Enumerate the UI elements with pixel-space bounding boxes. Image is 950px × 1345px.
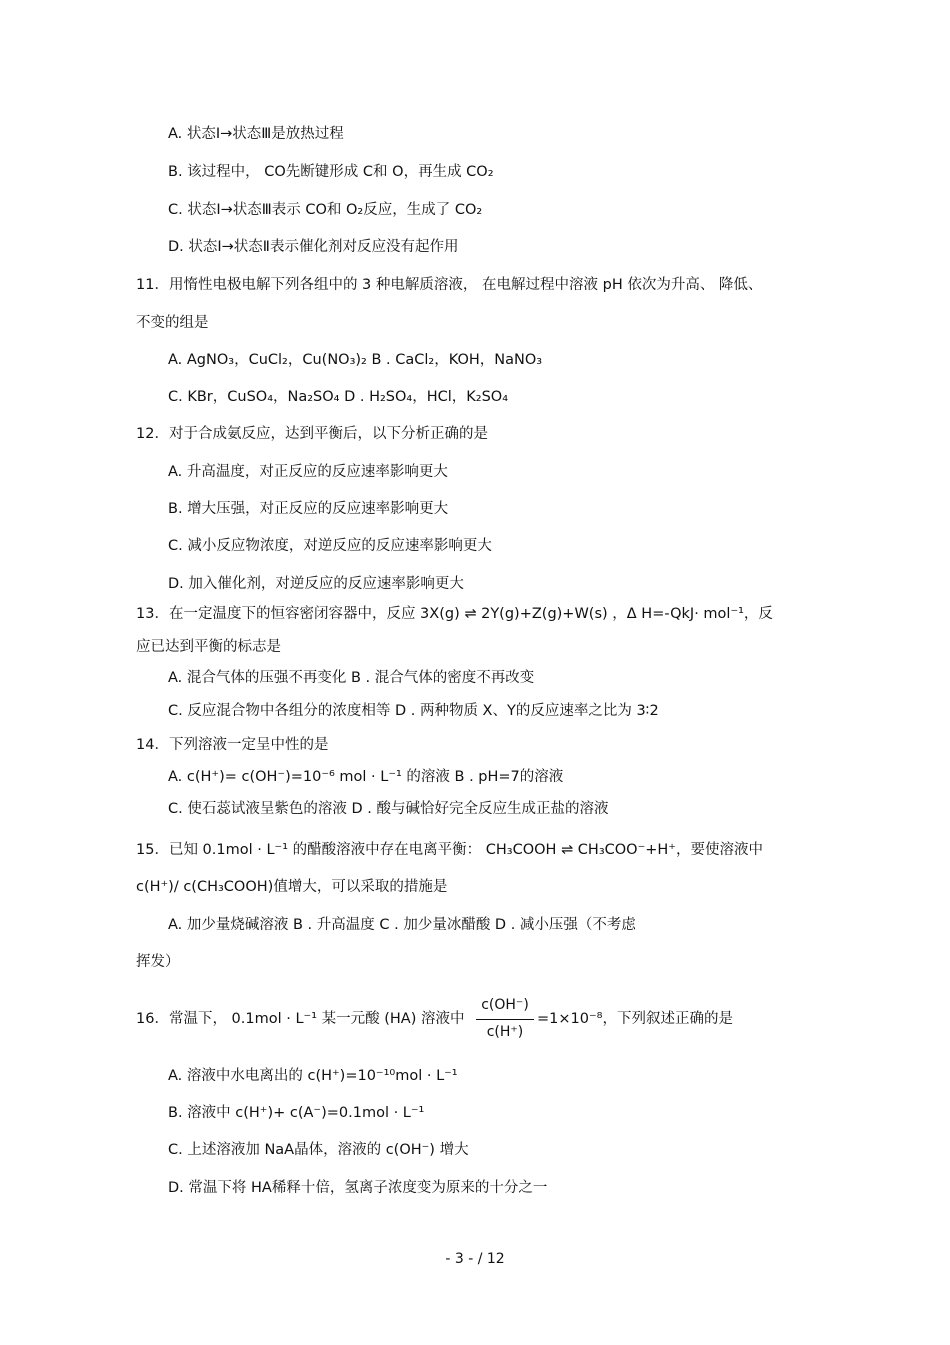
q10-option-c: C. 状态Ⅰ→状态Ⅲ表示 CO和 O₂反应，生成了 CO₂ [168,202,483,218]
q11-stem-line2: 不变的组是 [136,315,209,331]
q16-stem-right: =1×10⁻⁸，下列叙述正确的是 [537,1011,733,1027]
q16-ratio-fraction [474,995,536,1045]
q11-options-row2: C. KBr，CuSO₄，Na₂SO₄ D . H₂SO₄，HCl，K₂SO₄ [168,389,509,405]
q14-stem: 14．下列溶液一定呈中性的是 [136,737,329,753]
q16-fraction-bar [476,1019,534,1020]
page-number: - 3 - / 12 [445,1251,505,1267]
q12-option-b: B. 增大压强，对正反应的反应速率影响更大 [168,501,449,517]
q12-option-d: D. 加入催化剂，对逆反应的反应速率影响更大 [168,576,464,592]
q11-options-row1: A. AgNO₃，CuCl₂，Cu(NO₃)₂ B . CaCl₂，KOH，NaNO₃ [168,352,543,368]
q12-stem: 12．对于合成氨反应，达到平衡后，以下分析正确的是 [136,426,488,442]
q16-option-b: B. 溶液中 c(H⁺)+ c(A⁻)=0.1mol · L⁻¹ [168,1105,425,1121]
q13-stem-line1: 13．在一定温度下的恒容密闭容器中，反应 3X(g) ⇌ 2Y(g)+Z(g)+W(s) ，Δ H=-QkJ· mol⁻¹，反 [136,606,773,622]
q14-options-row1: A. c(H⁺)= c(OH⁻)=10⁻⁶ mol · L⁻¹ 的溶液 B . pH=7的溶液 [168,769,564,785]
q13-options-row1: A. 混合气体的压强不再变化 B . 混合气体的密度不再改变 [168,670,535,686]
q16-fraction-numerator: c(OH⁻) [481,997,529,1013]
q16-option-d: D. 常温下将 HA稀释十倍，氢离子浓度变为原来的十分之一 [168,1180,548,1196]
q15-options-row2: 挥发） [136,954,180,970]
q16-stem-left: 16．常温下， 0.1mol · L⁻¹ 某一元酸 (HA) 溶液中 [136,1011,465,1027]
q16-option-a: A. 溶液中水电离出的 c(H⁺)=10⁻¹⁰mol · L⁻¹ [168,1068,458,1084]
q15-stem-line1: 15．已知 0.1mol · L⁻¹ 的醋酸溶液中存在电离平衡： CH₃COOH ⇌ CH₃COO⁻+H⁺，要使溶液中 [136,842,763,858]
q15-stem-line2: c(H⁺)/ c(CH₃COOH)值增大，可以采取的措施是 [136,879,448,895]
q15-options-row1: A. 加少量烧碱溶液 B . 升高温度 C . 加少量冰醋酸 D . 减小压强（不考虑 [168,917,636,933]
q14-options-row2: C. 使石蕊试液呈紫色的溶液 D . 酸与碱恰好完全反应生成正盐的溶液 [168,801,609,817]
q12-option-a: A. 升高温度，对正反应的反应速率影响更大 [168,464,448,480]
q10-option-b: B. 该过程中， CO先断键形成 C和 O，再生成 CO₂ [168,164,494,180]
q12-option-c: C. 减小反应物浓度，对逆反应的反应速率影响更大 [168,538,492,554]
q11-stem-line1: 11．用惰性电极电解下列各组中的 3 种电解质溶液， 在电解过程中溶液 pH 依次为升高、 降低、 [136,277,763,293]
q13-options-row2: C. 反应混合物中各组分的浓度相等 D . 两种物质 X、Y的反应速率之比为 3∶2 [168,703,659,719]
q10-option-d: D. 状态Ⅰ→状态Ⅱ表示催化剂对反应没有起作用 [168,239,459,255]
q16-option-c: C. 上述溶液加 NaA晶体，溶液的 c(OH⁻) 增大 [168,1142,469,1158]
q16-fraction-denominator: c(H⁺) [486,1024,524,1040]
q10-option-a: A. 状态Ⅰ→状态Ⅲ是放热过程 [168,126,344,142]
q13-stem-line2: 应已达到平衡的标志是 [136,639,281,655]
